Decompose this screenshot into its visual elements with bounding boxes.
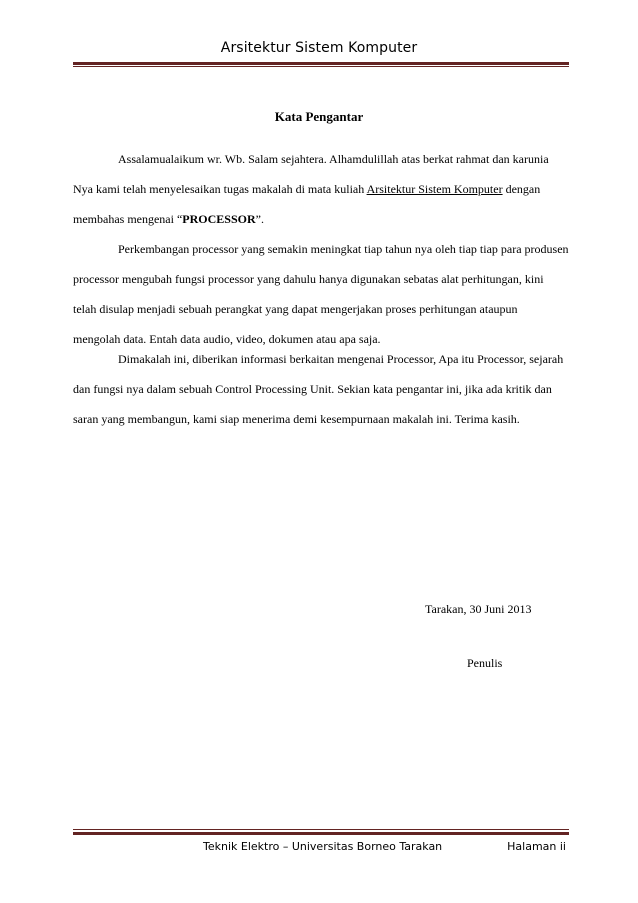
footer-rule-thick: [73, 832, 569, 835]
paragraph-line: Assalamualaikum wr. Wb. Salam sejahtera. Alhamdulillah atas berkat rahmat dan karunia: [118, 152, 549, 166]
paragraph-2: [73, 234, 569, 354]
course-name-link: Arsitektur Sistem Komputer: [366, 182, 503, 196]
running-header-title: Arsitektur Sistem Komputer: [220, 40, 418, 56]
paragraph-line: dan fungsi nya dalam sebuah Control Processing Unit. Sekian kata pengantar ini, jika ada kritik dan: [73, 382, 552, 396]
paragraph-line: telah disulap menjadi sebuah perangkat yang dapat mengerjakan proses perhitungan ataupun: [73, 302, 518, 316]
paragraph-text: ”.: [255, 212, 264, 226]
paragraph-text: dengan: [502, 182, 541, 196]
header-rule-thin: [73, 66, 569, 67]
paragraph-line: saran yang membangun, kami siap menerima demi kesempurnaan makalah ini. Terima kasih.: [73, 412, 520, 426]
signature-name: Penulis: [467, 656, 503, 670]
paragraph-line: [73, 204, 569, 234]
footer-institution: Teknik Elektro – Universitas Borneo Tarakan: [203, 840, 443, 853]
paragraph-line: Dimakalah ini, diberikan informasi berkaitan mengenai Processor, Apa itu Processor, sejarah: [118, 352, 564, 366]
paragraph-line: [73, 174, 569, 204]
paragraph-1: [73, 144, 569, 234]
paragraph-text: Nya kami telah menyelesaikan tugas makalah di mata kuliah: [73, 182, 367, 196]
signature-place-date: Tarakan, 30 Juni 2013: [425, 602, 532, 616]
paragraph-text: membahas mengenai “: [73, 212, 183, 226]
footer-page-number: Halaman ii: [507, 840, 566, 853]
topic-bold-text: PROCESSOR: [182, 212, 256, 226]
paragraph-line: processor mengubah fungsi processor yang dahulu hanya digunakan sebatas alat perhitungan, kini: [73, 272, 544, 286]
footer-rule-thin: [73, 829, 569, 830]
paragraph-line: mengolah data. Entah data audio, video, dokumen atau apa saja.: [73, 332, 381, 346]
header-rule-thick: [73, 62, 569, 65]
page-title: Kata Pengantar: [274, 109, 364, 124]
paragraph-3: [73, 344, 569, 434]
paragraph-line: Perkembangan processor yang semakin meningkat tiap tahun nya oleh tiap tiap para produsen: [118, 242, 569, 256]
